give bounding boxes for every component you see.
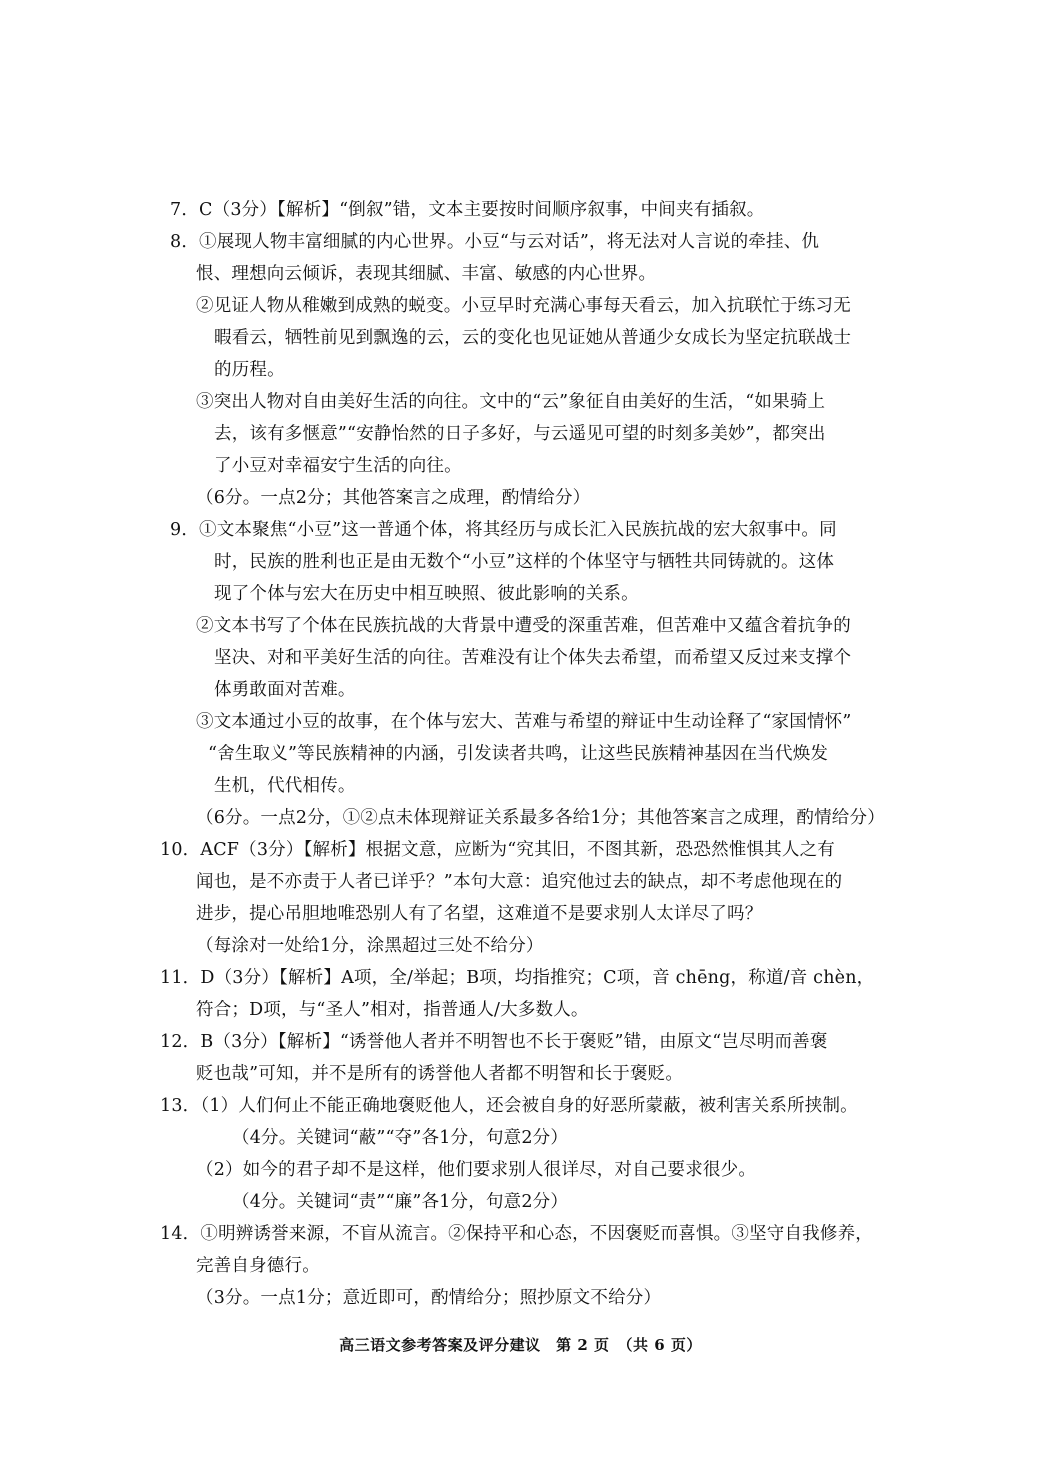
answer-9-line-2: 时，民族的胜利也正是由无数个“小豆”这样的个体坚守与牺牲共同铸就的。这体 bbox=[214, 552, 835, 572]
answer-10-line-3: 进步，提心吊胆地唯恐别人有了名望，这难道不是要求别人太详尽了吗？ bbox=[196, 904, 763, 924]
answer-9-line-5: 坚决、对和平美好生活的向往。苦难没有让个体失去希望，而希望又反过来支撑个 bbox=[214, 648, 852, 668]
answer-8-line-5: 的历程。 bbox=[214, 360, 285, 380]
answer-8-score: （6分。一点2分；其他答案言之成理，酌情给分） bbox=[196, 488, 591, 508]
answer-14-line-2: 完善自身德行。 bbox=[196, 1256, 320, 1276]
answer-8-line-3: ②见证人物从稚嫩到成熟的蜕变。小豆早时充满心事每天看云，加入抗联忙于练习无 bbox=[196, 296, 851, 316]
answer-14-line-1: 14．①明辨诱誉来源，不盲从流言。②保持平和心态，不因褒贬而喜惧。③坚守自我修养， bbox=[160, 1224, 873, 1244]
answer-10-score: （每涂对一处给1分，涂黑超过三处不给分） bbox=[196, 936, 544, 956]
answer-11-line-1: 11．D（3分）【解析】A项，全/举起；B项，均指推究；C项，音 chēng，称道/音 chèn， bbox=[160, 968, 875, 988]
answer-11-line-2: 符合；D项，与“圣人”相对，指普通人/大多数人。 bbox=[196, 1000, 589, 1020]
answer-9-line-8: “舍生取义”等民族精神的内涵，引发读者共鸣，让这些民族精神基因在当代焕发 bbox=[208, 744, 829, 764]
page-footer: 高三语文参考答案及评分建议 第 2 页 （共 6 页） bbox=[339, 1336, 702, 1354]
answer-8-line-1: 8．①展现人物丰富细腻的内心世界。小豆“与云对话”，将无法对人言说的牵挂、仇 bbox=[170, 232, 820, 252]
answer-9-line-1: 9．①文本聚焦“小豆”这一普通个体，将其经历与成长汇入民族抗战的宏大叙事中。同 bbox=[170, 520, 837, 540]
answer-10-line-1: 10．ACF（3分）【解析】根据文意，应断为“究其旧，不图其新，恐恐然惟惧其人之有 bbox=[160, 840, 835, 860]
answer-8-line-7: 去，该有多惬意”“安静怡然的日子多好，与云遥见可望的时刻多美妙”，都突出 bbox=[214, 424, 826, 444]
answer-8-line-8: 了小豆对幸福安宁生活的向往。 bbox=[214, 456, 462, 476]
answer-9-line-3: 现了个体与宏大在历史中相互映照、彼此影响的关系。 bbox=[214, 584, 639, 604]
answer-13-part-1: 13．（1）人们何止不能正确地褒贬他人，还会被自身的好恶所蒙蔽，被利害关系所挟制。 bbox=[160, 1096, 858, 1116]
answer-13-score-1: （4分。关键词“蔽”“夺”各1分，句意2分） bbox=[232, 1128, 569, 1148]
answer-13-part-2: （2）如今的君子却不是这样，他们要求别人很详尽，对自己要求很少。 bbox=[196, 1160, 757, 1180]
answer-7-line: 7．C（3分）【解析】“倒叙”错，文本主要按时间顺序叙事，中间夹有插叙。 bbox=[170, 200, 765, 220]
answer-12-line-1: 12．B（3分）【解析】“诱誉他人者并不明智也不长于褒贬”错，由原文“岂尽明而善褒 bbox=[160, 1032, 828, 1052]
answer-9-line-6: 体勇敢面对苦难。 bbox=[214, 680, 356, 700]
answer-9-line-7: ③文本通过小豆的故事，在个体与宏大、苦难与希望的辩证中生动诠释了“家国情怀” bbox=[196, 712, 852, 732]
answer-13-score-2: （4分。关键词“责”“廉”各1分，句意2分） bbox=[232, 1192, 569, 1212]
answer-8-line-4: 暇看云，牺牲前见到飘逸的云，云的变化也见证她从普通少女成长为坚定抗联战士 bbox=[214, 328, 852, 348]
answer-9-score: （6分。一点2分，①②点未体现辩证关系最多各给1分；其他答案言之成理，酌情给分） bbox=[196, 808, 885, 828]
answer-9-line-4: ②文本书写了个体在民族抗战的大背景中遭受的深重苦难，但苦难中又蕴含着抗争的 bbox=[196, 616, 851, 636]
answer-8-line-6: ③突出人物对自由美好生活的向往。文中的“云”象征自由美好的生活，“如果骑上 bbox=[196, 392, 826, 412]
answer-10-line-2: 闻也，是不亦责于人者已详乎？”本句大意：追究他过去的缺点，却不考虑他现在的 bbox=[196, 872, 843, 892]
answer-12-line-2: 贬也哉”可知，并不是所有的诱誉他人者都不明智和长于褒贬。 bbox=[196, 1064, 684, 1084]
answer-9-line-9: 生机，代代相传。 bbox=[214, 776, 356, 796]
answer-8-line-2: 恨、理想向云倾诉，表现其细腻、丰富、敏感的内心世界。 bbox=[196, 264, 657, 284]
answer-14-score: （3分。一点1分；意近即可，酌情给分；照抄原文不给分） bbox=[196, 1288, 662, 1308]
